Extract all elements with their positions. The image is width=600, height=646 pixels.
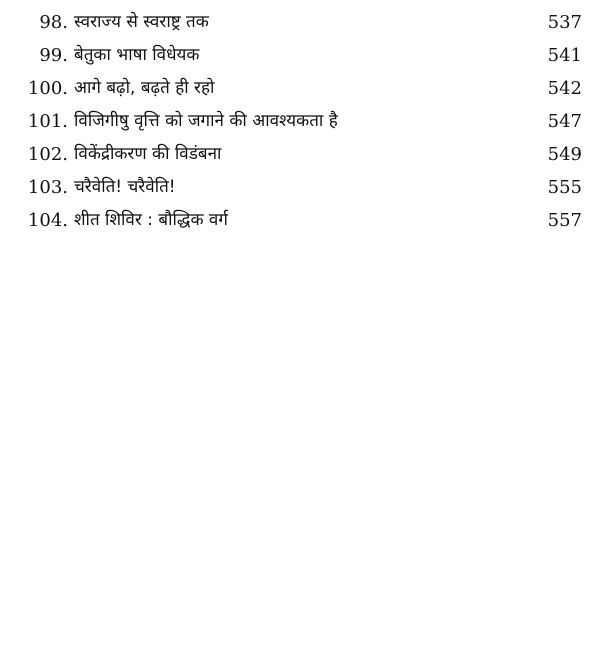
chapter-number: 98. bbox=[39, 12, 68, 33]
page-number: 542 bbox=[547, 78, 582, 99]
chapter-number: 101. bbox=[27, 111, 68, 132]
toc-entry-102[interactable] bbox=[0, 138, 600, 171]
chapter-number: 99. bbox=[39, 45, 68, 66]
chapter-title: बेतुका भाषा विधेयक bbox=[74, 45, 200, 65]
page-number: 547 bbox=[547, 111, 582, 132]
toc-entry-99[interactable] bbox=[0, 39, 600, 72]
toc-entry-101[interactable] bbox=[0, 105, 600, 138]
page-number: 549 bbox=[547, 144, 582, 165]
chapter-title: स्वराज्य से स्वराष्ट्र तक bbox=[74, 12, 209, 32]
table-of-contents bbox=[0, 6, 600, 237]
chapter-title: चरैवेति! चरैवेति! bbox=[74, 177, 176, 197]
chapter-title: विजिगीषु वृत्ति को जगाने की आवश्यकता है bbox=[74, 111, 338, 131]
chapter-title: आगे बढ़ो, बढ़ते ही रहो bbox=[74, 78, 215, 98]
chapter-number: 103. bbox=[27, 177, 68, 198]
toc-entry-104[interactable] bbox=[0, 204, 600, 237]
chapter-title: शीत शिविर : बौद्धिक वर्ग bbox=[74, 210, 228, 230]
chapter-number: 104. bbox=[27, 210, 68, 231]
chapter-number: 102. bbox=[27, 144, 68, 165]
chapter-title: विकेंद्रीकरण की विडंबना bbox=[74, 144, 222, 164]
page-number: 541 bbox=[547, 45, 582, 66]
toc-entry-103[interactable] bbox=[0, 171, 600, 204]
page-number: 555 bbox=[547, 177, 582, 198]
toc-entry-100[interactable] bbox=[0, 72, 600, 105]
page-number: 537 bbox=[547, 12, 582, 33]
chapter-number: 100. bbox=[27, 78, 68, 99]
toc-entry-98[interactable] bbox=[0, 6, 600, 39]
page-number: 557 bbox=[547, 210, 582, 231]
